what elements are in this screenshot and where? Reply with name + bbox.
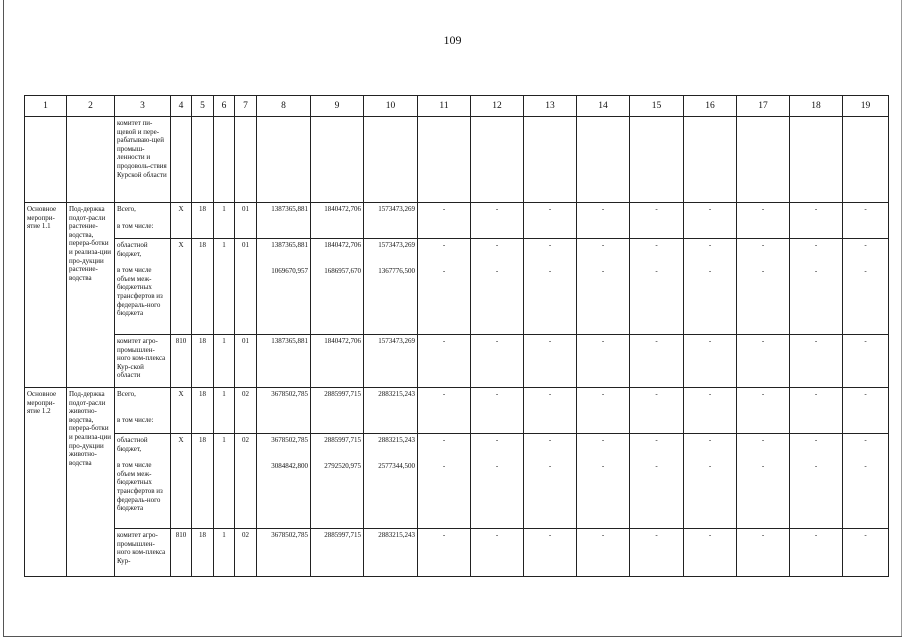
header-cell: 4 [171,96,192,117]
activity-name-cell: Основное меропри-ятие 1.2 [25,388,67,577]
table-row: комитет агро-промышлен-ного ком-плекса Кур-ской области 810 18 1 01 1387365,881 1840472,706 1573473,269 - - - - - - - - - [25,335,889,388]
executor-cell: комитет агро-промышлен-ного ком-плекса Кур-ской области [115,335,171,388]
header-cell: 3 [115,96,171,117]
activity-description-cell: Под-держка подот-расли животно-водства, перера-ботки и реализа-ции про-дукции животно-водства [67,388,115,577]
header-cell: 8 [257,96,311,117]
page-number: 109 [443,33,462,47]
table-row: областной бюджет, в том числе объем меж-бюджетных трансфертов из федераль-ного бюджета X 18 1 01 1387365,881 1069670,957 1840472,706 1686957,670 1573473,269 1367776,500 - - - - - - - - - - - - - - - - - - [25,239,889,335]
budget-source-cell: областной бюджет, в том числе объем меж-бюджетных трансфертов из федераль-ного бюджета [115,239,171,335]
table-row [25,117,889,203]
executor-cell: комитет агро-промышлен-ного ком-плекса Кур- [115,529,171,577]
page-border-bottom [3,636,902,637]
header-cell: 15 [630,96,684,117]
activity-name-cell: Основное меропри-ятие 1.1 [25,203,67,388]
header-cell: 10 [364,96,418,117]
budget-source-cell: Всего, в том числе: [115,203,171,239]
header-cell: 16 [684,96,737,117]
header-cell: 5 [192,96,214,117]
header-cell: 11 [418,96,471,117]
header-cell: 9 [311,96,364,117]
header-cell: 17 [737,96,790,117]
header-row [25,96,889,117]
table-row: комитет агро-промышлен-ного ком-плекса Кур- 810 18 1 02 3678502,785 2885997,715 2883215,243 - - - - - - - - - [25,529,889,577]
header-cell: 14 [577,96,630,117]
header-cell: 18 [790,96,843,117]
page-border-right [901,0,902,636]
header-cell: 6 [214,96,235,117]
budget-source-cell: Всего, в том числе: [115,388,171,434]
header-cell: 1 [25,96,67,117]
header-cell: 7 [235,96,257,117]
page-border-left [3,0,4,636]
table-cell [67,117,115,203]
table-row: областной бюджет, в том числе объем меж-бюджетных трансфертов из федераль-ного бюджета X 18 1 02 3678502,785 3084842,800 2885997,715 2792520,975 2883215,243 2577344,500 - - - - - - - - - - - - - - - - - - [25,434,889,529]
table-row: Основное меропри-ятие 1.1 Под-держка подот-расли растение-водства, перера-ботки и реализа-ции про-дукции растение-водства Всего, в том числе: X 18 1 01 1387365,881 1840472,706 1573473,269 - - - - - - - - - [25,203,889,239]
header-cell: 13 [524,96,577,117]
table-row: Основное меропри-ятие 1.2 Под-держка подот-расли животно-водства, перера-ботки и реализа-ции про-дукции животно-водства Всего, в том числе: X 18 1 02 3678502,785 2885997,715 2883215,243 - - - - - - - - - [25,388,889,434]
budget-source-cell: областной бюджет, в том числе объем меж-бюджетных трансфертов из федераль-ного бюджета [115,434,171,529]
activity-description-cell: Под-держка подот-расли растение-водства, перера-ботки и реализа-ции про-дукции растение-водства [67,203,115,388]
executor-cell: комитет пи-щевой и пере-рабатываю-щей промыш-ленности и продоволь-ствия Курской области [115,117,171,203]
budget-table [24,95,889,577]
header-cell: 2 [67,96,115,117]
header-cell: 19 [843,96,889,117]
table-cell [25,117,67,203]
header-cell: 12 [471,96,524,117]
